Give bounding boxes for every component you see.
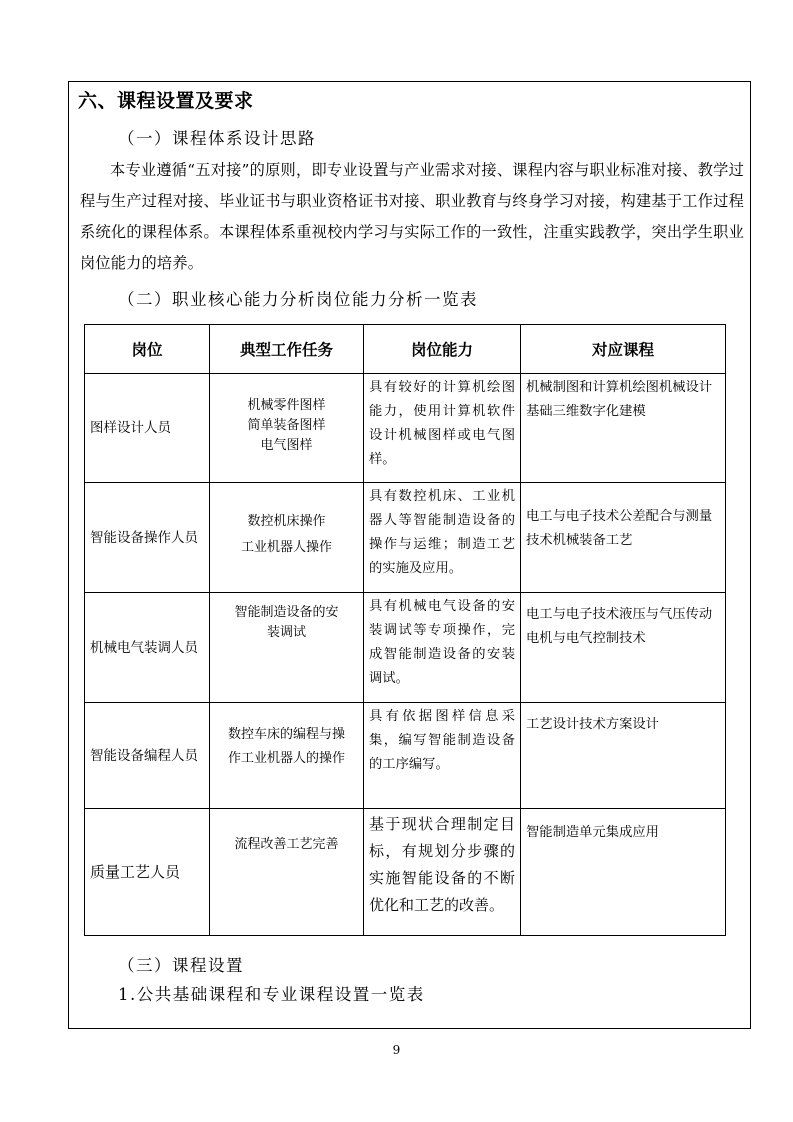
cell-courses: 工艺设计技术方案设计 (521, 703, 726, 809)
subsection-heading-2: （二）职业核心能力分析岗位能力分析一览表 (118, 290, 478, 309)
cell-ability: 基于现状合理制定目标，有规划分步骤的实施智能设备的不断优化和工艺的改善。 (364, 809, 521, 936)
cell-ability: 具有机械电气设备的安装调试等专项操作，完成智能制造设备的安装调试。 (364, 593, 521, 703)
cell-position: 质量工艺人员 (85, 809, 210, 936)
task-line: 作工业机器人的操作 (227, 751, 345, 766)
cell-position: 机械电气装调人员 (85, 593, 210, 703)
table-row (85, 809, 726, 936)
task-line: 数控车床的编程与操 (227, 727, 345, 742)
list-item-1: 1.公共基础课程和专业课程设置一览表 (118, 985, 425, 1004)
cell-courses: 智能制造单元集成应用 (521, 809, 726, 936)
task-line: 数控机床操作 (247, 514, 326, 529)
task-line: 流程改善工艺完善 (234, 837, 339, 852)
task-line: 装调试 (266, 625, 306, 640)
header-position: 岗位 (85, 325, 210, 374)
cell-ability: 具有依据图样信息采集，编写智能制造设备的工序编写。 (364, 703, 521, 809)
header-ability: 岗位能力 (364, 325, 521, 374)
cell-tasks (210, 809, 364, 936)
cell-courses: 电工与电子技术公差配合与测量技术机械装备工艺 (521, 483, 726, 593)
task-line: 智能制造设备的安 (234, 605, 339, 620)
job-ability-table (84, 324, 726, 936)
cell-tasks (210, 374, 364, 483)
cell-courses: 电工与电子技术液压与气压传动电机与电气控制技术 (521, 593, 726, 703)
header-courses: 对应课程 (521, 325, 726, 374)
table-row (85, 374, 726, 483)
cell-position: 图样设计人员 (85, 374, 210, 483)
table-header-row (85, 325, 726, 374)
task-line: 工业机器人操作 (240, 540, 332, 555)
paragraph-curriculum-design: 本专业遵循“五对接”的原则，即专业设置与产业需求对接、课程内容与职业标准对接、教学过程与生产过程对接、毕业证书与职业资格证书对接、职业教育与终身学习对接，构建基于工作过程系统化的课程体系。本课程体系重视校内学习与实际工作的一致性，注重实践教学，突出学生职业岗位能力的培养。 (80, 161, 744, 272)
cell-tasks (210, 593, 364, 703)
task-line: 电气图样 (260, 438, 313, 453)
table-row (85, 703, 726, 809)
subsection-heading-1: （一）课程体系设计思路 (118, 129, 316, 148)
cell-position: 智能设备编程人员 (85, 703, 210, 809)
subsection-heading-3: （三）课程设置 (118, 956, 244, 975)
page-number: 9 (392, 1043, 401, 1057)
header-tasks: 典型工作任务 (210, 325, 364, 374)
cell-position: 智能设备操作人员 (85, 483, 210, 593)
table-row (85, 593, 726, 703)
section-title: 六、课程设置及要求 (78, 90, 254, 112)
cell-tasks (210, 483, 364, 593)
task-line: 简单装备图样 (247, 418, 326, 433)
task-line: 机械零件图样 (247, 398, 326, 413)
cell-courses: 机械制图和计算机绘图机械设计基础三维数字化建模 (521, 374, 726, 483)
cell-tasks (210, 703, 364, 809)
table-row (85, 483, 726, 593)
cell-ability: 具有数控机床、工业机器人等智能制造设备的操作与运维；制造工艺的实施及应用。 (364, 483, 521, 593)
cell-ability: 具有较好的计算机绘图能力，使用计算机软件设计机械图样或电气图样。 (364, 374, 521, 483)
